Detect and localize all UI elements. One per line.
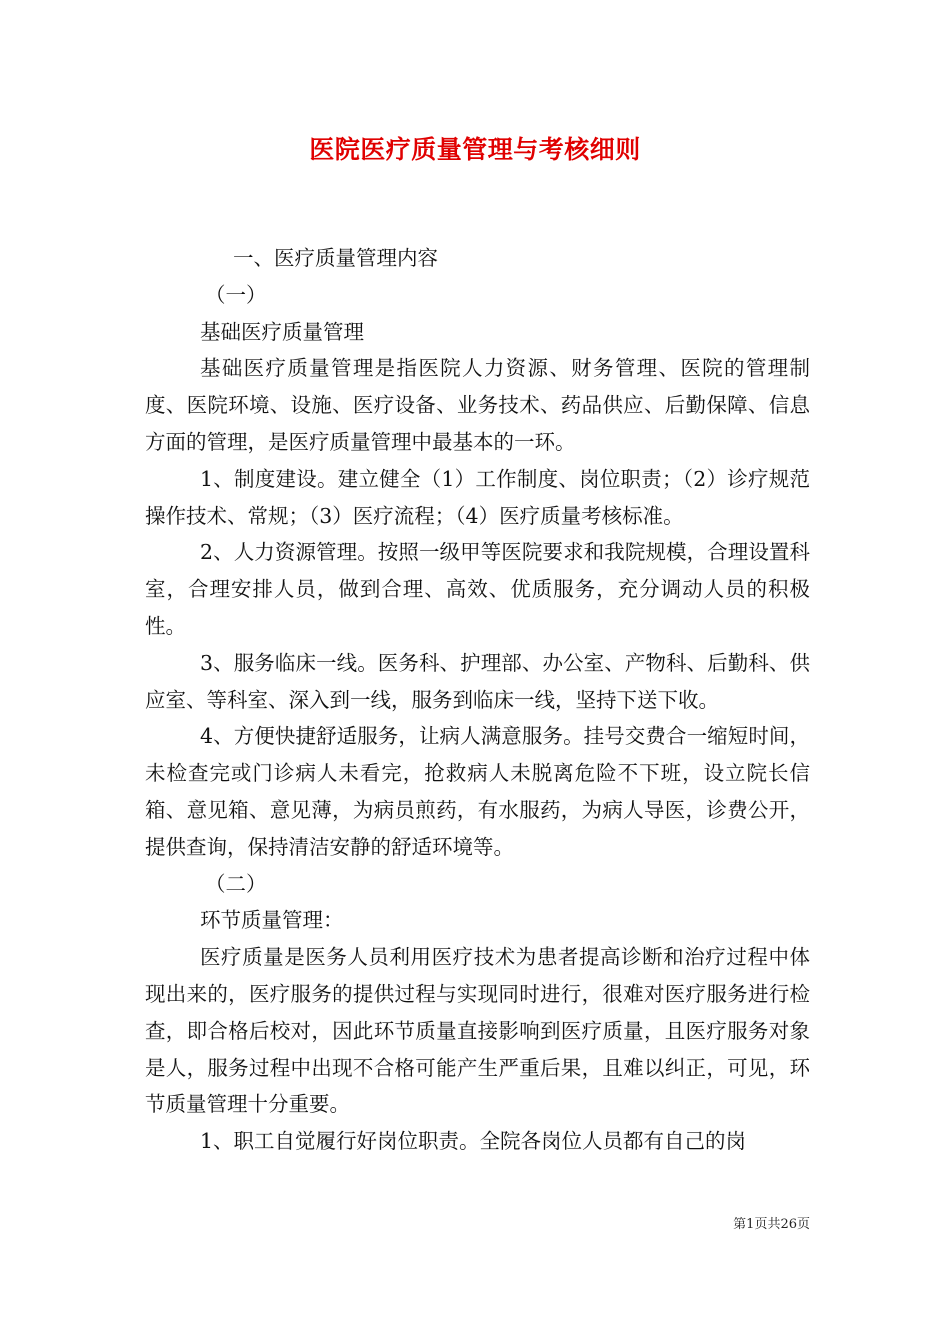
- paragraph: 基础医疗质量管理是指医院人力资源、财务管理、医院的管理制度、医院环境、设施、医疗设备、业务技术、药品供应、后勤保障、信息方面的管理，是医疗质量管理中最基本的一环。: [145, 356, 810, 454]
- paragraph: 4、方便快捷舒适服务，让病人满意服务。挂号交费合一缩短时间，未检查完或门诊病人未看完，抢救病人未脱离危险不下班，设立院长信箱、意见箱、意见薄，为病员煎药，有水服药，为病人导医，诊费公开，提供查询，保持清洁安静的舒适环境等。: [145, 724, 810, 859]
- paragraph: 医疗质量是医务人员利用医疗技术为患者提高诊断和治疗过程中体现出来的，医疗服务的提供过程与实现同时进行，很难对医疗服务进行检查，即合格后校对，因此环节质量直接影响到医疗质量，且医疗服务对象是人，服务过程中出现不合格可能产生严重后果，且难以纠正，可见，环节质量管理十分重要。: [145, 945, 810, 1117]
- paragraph: 1、制度建设。建立健全（1）工作制度、岗位职责；（2）诊疗规范操作技术、常规；（3）医疗流程；（4）医疗质量考核标准。: [145, 466, 810, 528]
- paragraph: 2、人力资源管理。按照一级甲等医院要求和我院规模，合理设置科室，合理安排人员，做到合理、高效、优质服务，充分调动人员的积极性。: [145, 540, 810, 638]
- paragraph: 3、服务临床一线。医务科、护理部、办公室、产物科、后勤科、供应室、等科室、深入到一线，服务到临床一线，坚持下送下收。: [145, 650, 810, 712]
- subsection-title: 基础医疗质量管理: [200, 319, 364, 344]
- subsection-number: （一）: [205, 282, 267, 307]
- document-title: 医院医疗质量管理与考核细则: [309, 135, 641, 164]
- page-number: 第1页共26页: [733, 1217, 810, 1232]
- section-heading: 一、医疗质量管理内容: [233, 246, 438, 270]
- paragraph: 1、职工自觉履行好岗位职责。全院各岗位人员都有自己的岗: [200, 1129, 747, 1154]
- subsection-number: （二）: [205, 871, 267, 896]
- subsection-title: 环节质量管理：: [200, 908, 344, 933]
- document-body: [145, 240, 810, 1160]
